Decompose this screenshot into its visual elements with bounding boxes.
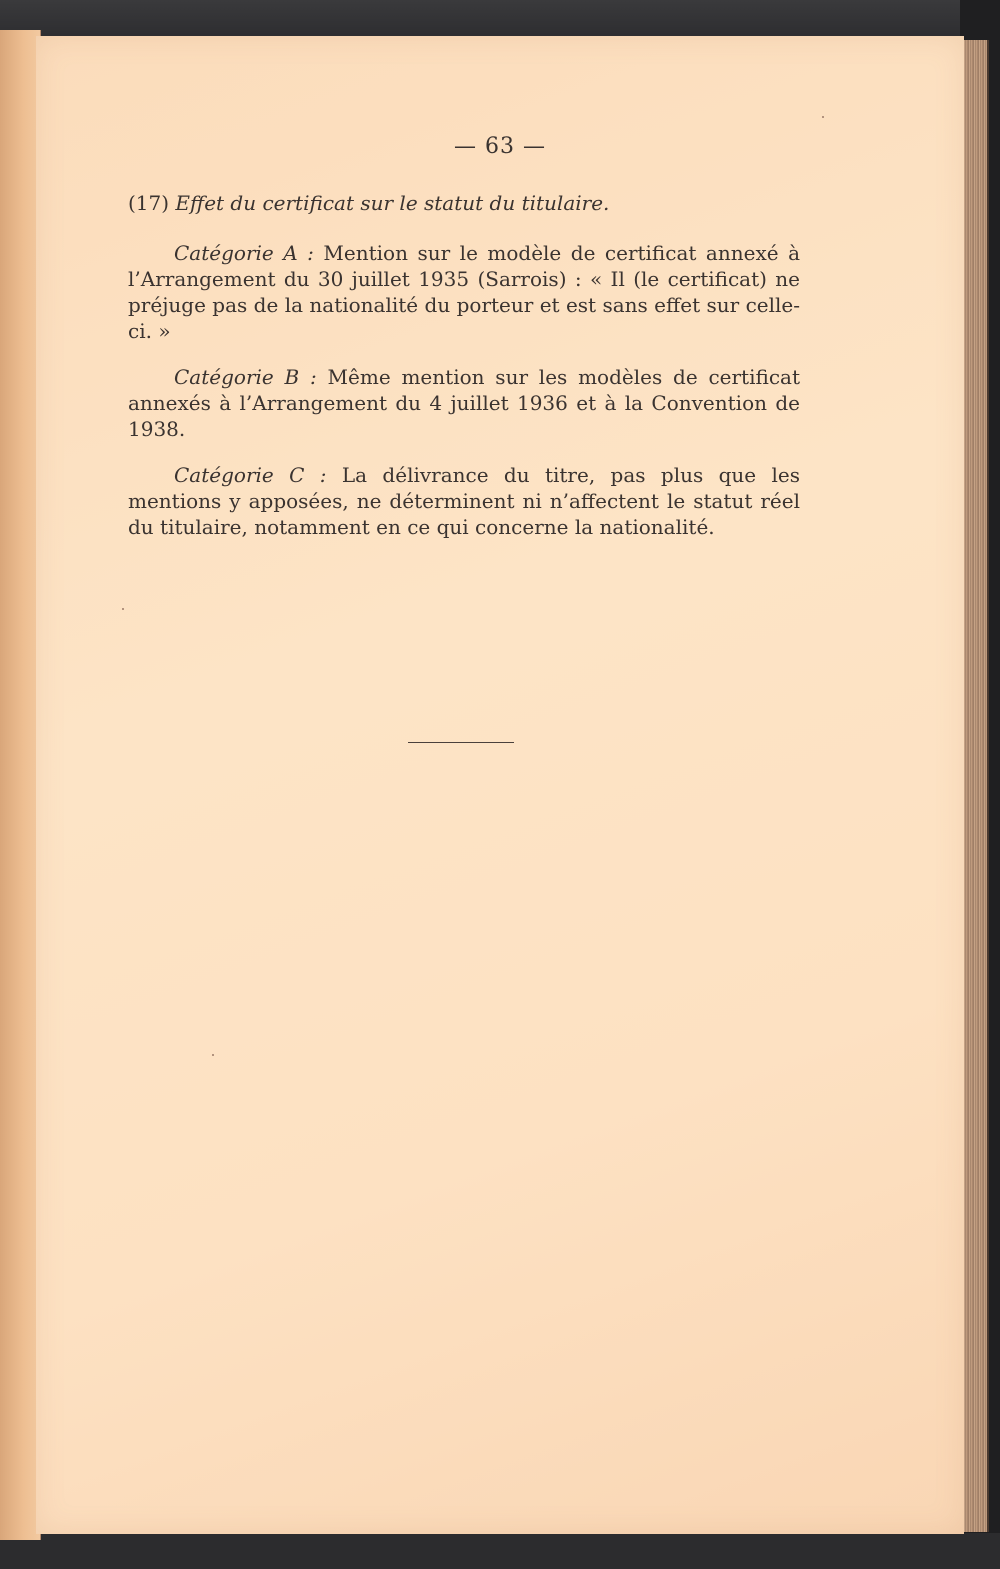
category-label: Catégorie B :	[174, 365, 317, 389]
paper-speck	[122, 608, 124, 610]
paragraph-category-c	[128, 462, 800, 540]
scan-background-bottom	[0, 1533, 1000, 1569]
text-block	[128, 188, 800, 560]
facing-page-edge	[0, 30, 41, 1540]
category-label: Catégorie A :	[174, 241, 314, 265]
paragraph-text: La délivrance du titre, pas plus que les mentions y apposées, ne déterminent ni n’affectent le statut réel du titulaire, notamment en ce qui concerne la nationalité.	[128, 463, 800, 539]
note-number: (17)	[128, 191, 170, 215]
end-rule	[408, 742, 514, 743]
paragraph-text: Mention sur le modèle de certificat annexé à l’Arrangement du 30 juillet 1935 (Sarrois) : « Il (le certificat) ne préjuge pas de la nationalité du porteur et est sans effet sur celle-ci. »	[128, 241, 800, 343]
page-number: — 63 —	[454, 134, 546, 159]
paper-speck	[212, 1054, 214, 1056]
note-title: Effet du certificat sur le statut du titulaire.	[175, 191, 610, 215]
book-page	[36, 36, 964, 1534]
paragraph-text: Même mention sur les modèles de certificat annexés à l’Arrangement du 4 juillet 1936 et à la Convention de 1938.	[128, 365, 800, 441]
paragraph-category-b	[128, 364, 800, 442]
scan-background-top	[0, 0, 1000, 38]
paper-speck	[822, 116, 824, 118]
note-heading	[128, 188, 800, 218]
category-label: Catégorie C :	[174, 463, 327, 487]
paragraph-category-a	[128, 240, 800, 344]
